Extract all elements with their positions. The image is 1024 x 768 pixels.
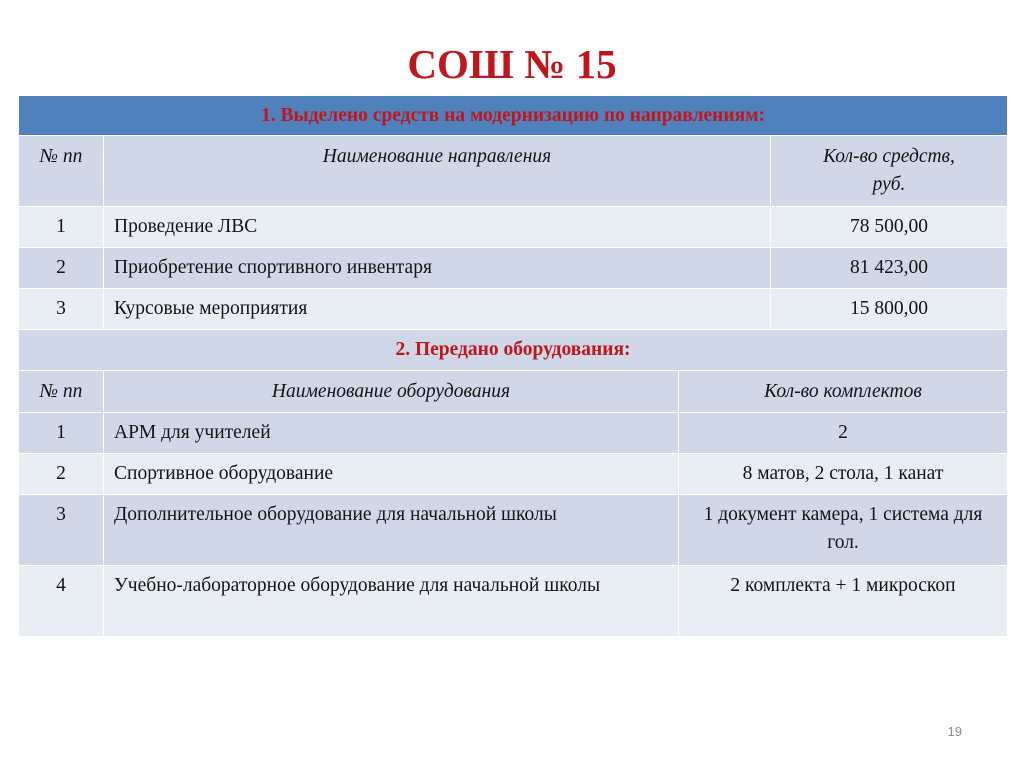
row-qty: 2 комплекта + 1 микроскоп — [679, 566, 1008, 637]
section2-header-name: Наименование оборудования — [104, 371, 679, 413]
table-row — [19, 207, 1008, 248]
row-num: 4 — [19, 566, 104, 637]
section1-header-amount: Кол-во средств, руб. — [771, 136, 1008, 207]
row-num: 1 — [19, 413, 104, 454]
section1-header-row — [19, 136, 1008, 207]
section1-header-name: Наименование направления — [104, 136, 771, 207]
table-row — [19, 495, 1008, 566]
row-amount: 15 800,00 — [771, 289, 1008, 330]
row-qty: 2 — [679, 413, 1008, 454]
row-name: Спортивное оборудование — [104, 454, 679, 495]
row-qty: 1 документ камера, 1 система для гол. — [679, 495, 1008, 566]
row-num: 2 — [19, 248, 104, 289]
row-qty: 8 матов, 2 стола, 1 канат — [679, 454, 1008, 495]
section1-header-num: № пп — [19, 136, 104, 207]
section2-header-qty: Кол-во комплектов — [679, 371, 1008, 413]
page-number: 19 — [947, 724, 962, 739]
row-num: 1 — [19, 207, 104, 248]
section1-heading: 1. Выделено средств на модернизацию по направлениям: — [19, 96, 1008, 136]
table-row — [19, 566, 1008, 637]
row-name: Проведение ЛВС — [104, 207, 771, 248]
row-num: 3 — [19, 495, 104, 566]
slide-title: СОШ № 15 — [407, 41, 617, 87]
row-num: 3 — [19, 289, 104, 330]
row-amount: 78 500,00 — [771, 207, 1008, 248]
section1-heading-row — [19, 96, 1008, 136]
table-row — [19, 454, 1008, 495]
section2-heading: 2. Передано оборудования: — [19, 330, 1008, 371]
row-name: Курсовые мероприятия — [104, 289, 771, 330]
modernization-table — [18, 95, 1008, 637]
section2-heading-row — [19, 330, 1008, 371]
row-name: Дополнительное оборудование для начальной школы — [104, 495, 679, 566]
section2-header-row — [19, 371, 1008, 413]
row-name: АРМ для учителей — [104, 413, 679, 454]
table-row — [19, 413, 1008, 454]
table-row — [19, 289, 1008, 330]
table-row — [19, 248, 1008, 289]
row-name: Приобретение спортивного инвентаря — [104, 248, 771, 289]
row-name: Учебно-лабораторное оборудование для начальной школы — [104, 566, 679, 637]
row-amount: 81 423,00 — [771, 248, 1008, 289]
section2-header-num: № пп — [19, 371, 104, 413]
row-num: 2 — [19, 454, 104, 495]
